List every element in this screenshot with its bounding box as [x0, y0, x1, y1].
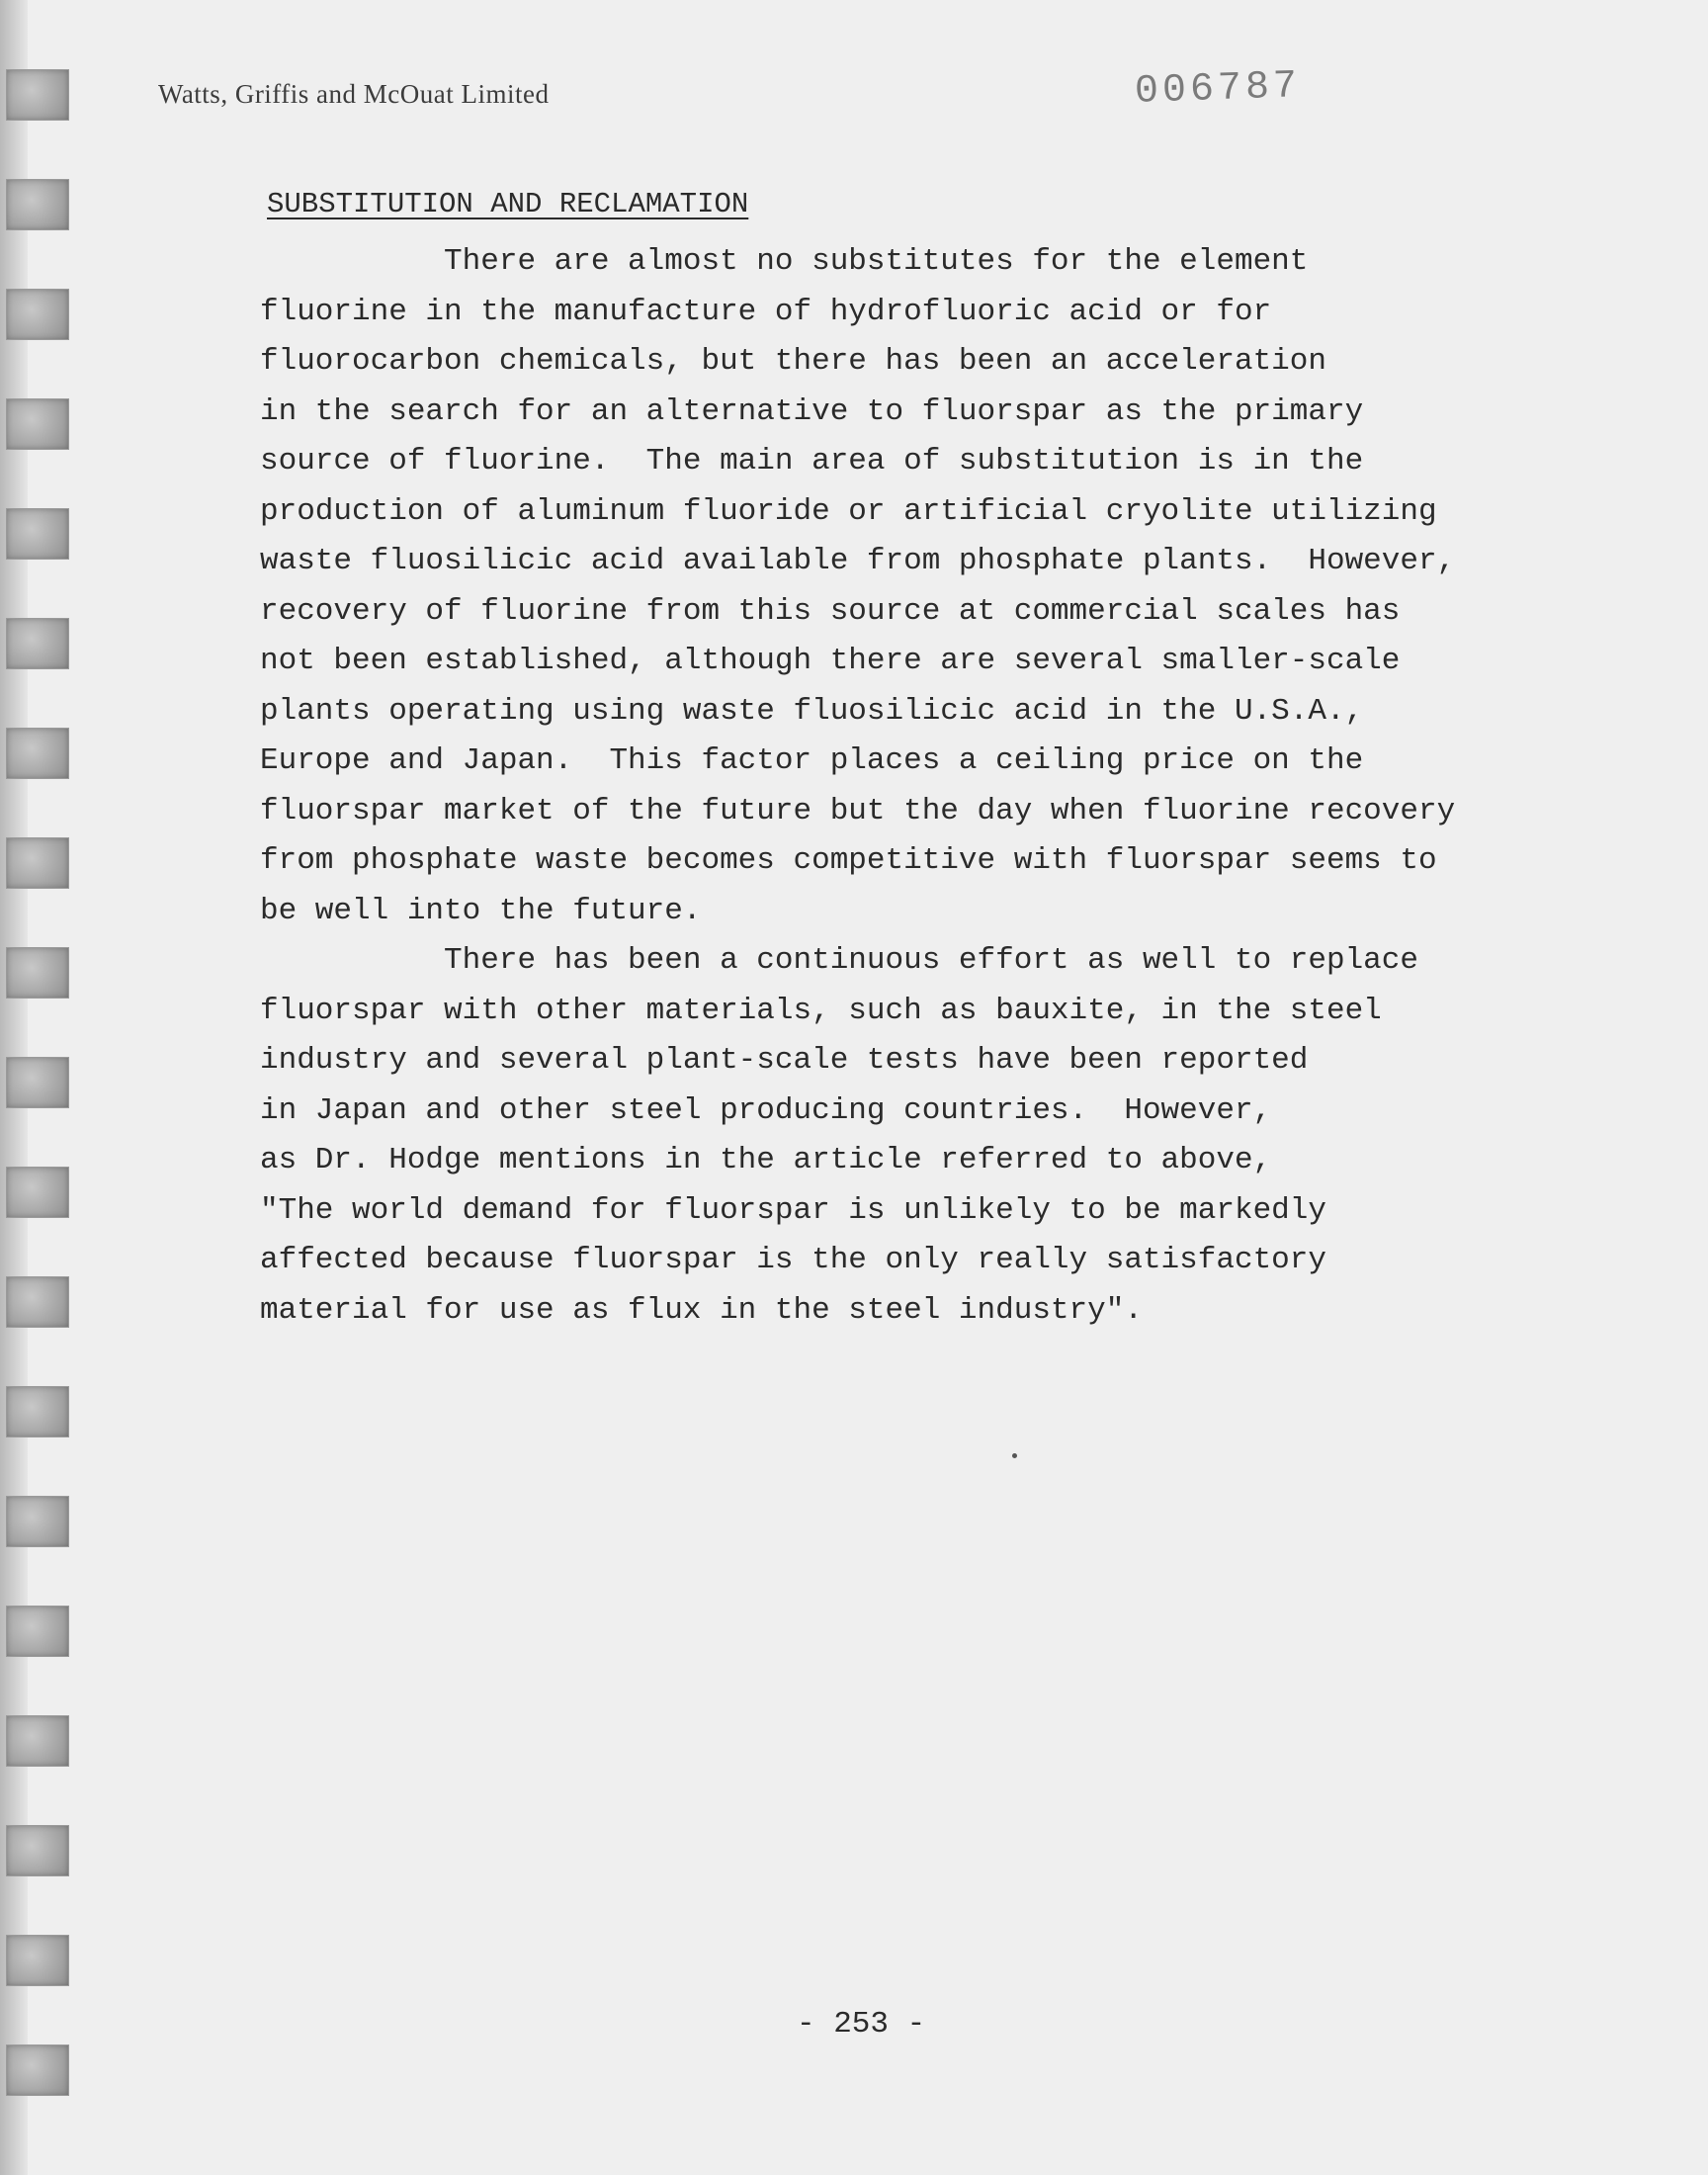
text-line: industry and several plant-scale tests have been reported: [260, 1043, 1309, 1078]
binding-hole: [6, 1935, 69, 1986]
binding-hole: [6, 508, 69, 560]
text-line: production of aluminum fluoride or artificial cryolite utilizing: [260, 493, 1437, 529]
binding-hole: [6, 1606, 69, 1657]
binding-hole: [6, 1057, 69, 1108]
binding-hole: [6, 1276, 69, 1328]
text-line: There are almost no substitutes for the element: [260, 244, 1309, 279]
text-line: not been established, although there are several smaller-scale: [260, 644, 1401, 678]
text-line: Europe and Japan. This factor places a ceiling price on the: [260, 743, 1364, 778]
binding-hole: [6, 2044, 69, 2096]
binding-hole: [6, 618, 69, 669]
text-line: plants operating using waste fluosilicic acid in the U.S.A.,: [260, 693, 1364, 729]
text-line: from phosphate waste becomes competitive with fluorspar seems to: [260, 843, 1437, 878]
binding-hole: [6, 1496, 69, 1547]
text-line: in the search for an alternative to fluorspar as the primary: [260, 393, 1364, 429]
text-line: in Japan and other steel producing countries. However,: [260, 1092, 1272, 1128]
text-line: fluorocarbon chemicals, but there has been an acceleration: [260, 344, 1326, 379]
text-line: waste fluosilicic acid available from phosphate plants. However,: [260, 544, 1456, 578]
binding-hole: [6, 69, 69, 121]
text-line: material for use as flux in the steel industry".: [260, 1292, 1143, 1328]
section-heading: SUBSTITUTION AND RECLAMATION: [267, 188, 749, 220]
binding-hole: [6, 289, 69, 340]
company-letterhead: Watts, Griffis and McOuat Limited: [158, 79, 550, 109]
binding-hole: [6, 1825, 69, 1876]
text-line: recovery of fluorine from this source at commercial scales has: [260, 593, 1401, 629]
binding-hole: [6, 1715, 69, 1767]
binding-hole: [6, 947, 69, 999]
paragraph-1: [260, 237, 1575, 936]
text-line: There has been a continuous effort as well to replace: [260, 943, 1418, 978]
binding-holes: [6, 69, 71, 2145]
text-line: fluorspar with other materials, such as bauxite, in the steel: [260, 993, 1382, 1028]
ink-speck: [1012, 1453, 1017, 1458]
binding-hole: [6, 1386, 69, 1437]
binding-hole: [6, 1167, 69, 1218]
text-line: fluorine in the manufacture of hydrofluoric acid or for: [260, 294, 1272, 329]
body-text: [260, 237, 1575, 1336]
binding-hole: [6, 728, 69, 779]
page-number: - 253 -: [797, 2007, 926, 2042]
text-line: affected because fluorspar is the only really satisfactory: [260, 1243, 1326, 1277]
document-number: 006787: [1134, 64, 1302, 115]
paragraph-2: [260, 936, 1575, 1336]
binding-hole: [6, 837, 69, 889]
text-line: fluorspar market of the future but the day when fluorine recovery: [260, 793, 1456, 828]
text-line: as Dr. Hodge mentions in the article referred to above,: [260, 1143, 1272, 1177]
binding-hole: [6, 179, 69, 230]
text-line: be well into the future.: [260, 893, 702, 928]
text-line: source of fluorine. The main area of substitution is in the: [260, 444, 1364, 478]
text-line: "The world demand for fluorspar is unlikely to be markedly: [260, 1192, 1326, 1228]
binding-hole: [6, 398, 69, 450]
